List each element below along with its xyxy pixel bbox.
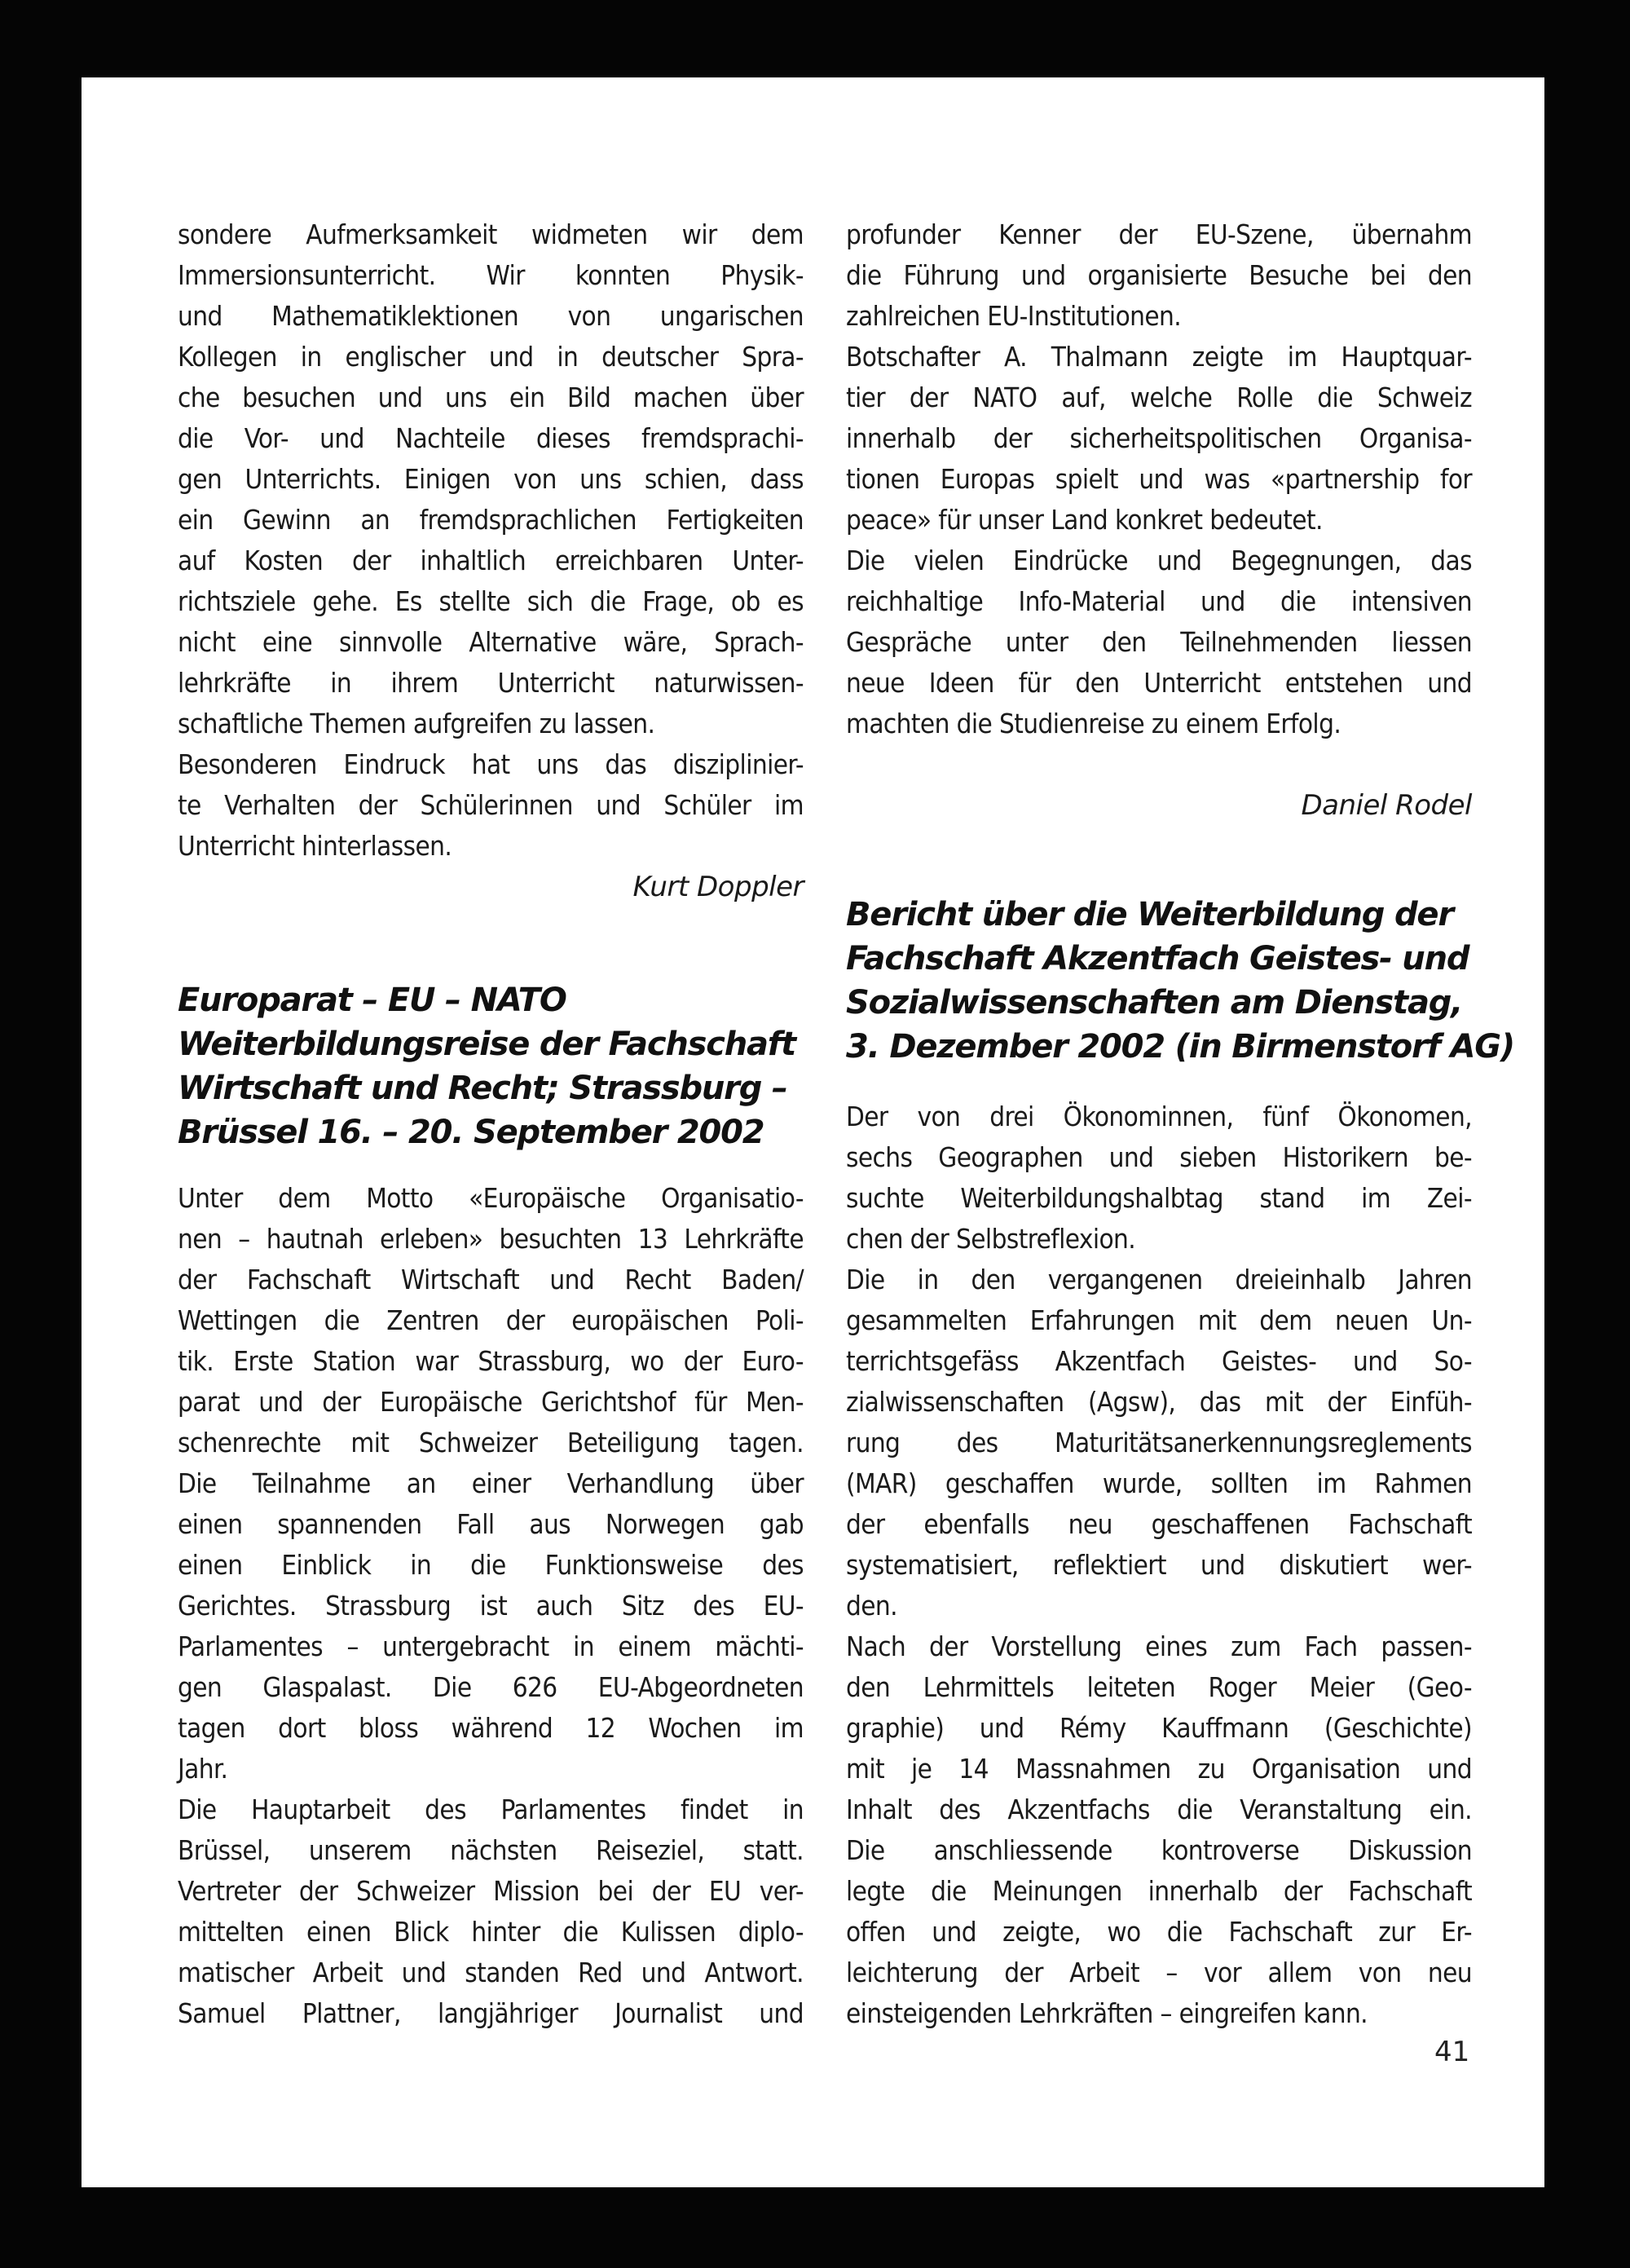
text-line: Immersionsunterricht. Wir konnten Physik- xyxy=(178,259,804,291)
heading-line: Fachschaft Akzentfach Geistes- und xyxy=(846,940,1469,977)
text-line: peace» für unser Land konkret bedeutet. xyxy=(846,504,1323,536)
heading-line: Sozialwissenschaften am Dienstag, xyxy=(846,984,1463,1021)
document-page xyxy=(82,77,1544,2187)
text-line: Vertreter der Schweizer Mission bei der EU ver- xyxy=(178,1875,804,1907)
text-line: innerhalb der sicherheitspolitischen Organisa- xyxy=(846,422,1472,454)
page-number: 41 xyxy=(1434,2036,1470,2068)
text-line: terrichtsgefäss Akzentfach Geistes- und So- xyxy=(846,1345,1472,1377)
text-line: den Lehrmittels leiteten Roger Meier (Geo- xyxy=(846,1671,1472,1703)
text-line: rung des Maturitätsanerkennungsreglements xyxy=(846,1427,1472,1458)
text-line: Botschafter A. Thalmann zeigte im Hauptquar- xyxy=(846,341,1472,373)
text-line: einen spannenden Fall aus Norwegen gab xyxy=(178,1508,804,1540)
text-line: matischer Arbeit und standen Red und Antwort. xyxy=(178,1957,804,1988)
text-line: reichhaltige Info-Material und die intensiven xyxy=(846,585,1472,617)
author-signature: Daniel Rodel xyxy=(1301,789,1472,822)
heading-line: Bericht über die Weiterbildung der xyxy=(846,896,1453,933)
text-line: Die vielen Eindrücke und Begegnungen, das xyxy=(846,545,1472,576)
text-line: und Mathematiklektionen von ungarischen xyxy=(178,300,804,332)
text-line: mit je 14 Massnahmen zu Organisation und xyxy=(846,1753,1472,1785)
text-line: Kollegen in englischer und in deutscher Spra- xyxy=(178,341,804,373)
text-line: Wettingen die Zentren der europäischen Poli- xyxy=(178,1304,804,1336)
text-line: Brüssel, unserem nächsten Reiseziel, statt. xyxy=(178,1834,804,1866)
text-line: Inhalt des Akzentfachs die Veranstaltung ein. xyxy=(846,1794,1472,1825)
text-line: tier der NATO auf, welche Rolle die Schweiz xyxy=(846,382,1472,413)
text-line: machten die Studienreise zu einem Erfolg. xyxy=(846,708,1341,739)
text-line: suchte Weiterbildungshalbtag stand im Zei- xyxy=(846,1182,1472,1214)
text-line: richtsziele gehe. Es stellte sich die Frage, ob es xyxy=(178,585,804,617)
text-line: gen Glaspalast. Die 626 EU-Abgeordneten xyxy=(178,1671,804,1703)
text-line: tionen Europas spielt und was «partnership for xyxy=(846,463,1472,495)
text-line: zahlreichen EU-Institutionen. xyxy=(846,300,1182,332)
text-line: schenrechte mit Schweizer Beteiligung tagen. xyxy=(178,1427,804,1458)
text-line: gen Unterrichts. Einigen von uns schien, dass xyxy=(178,463,804,495)
text-line: mittelten einen Blick hinter die Kulissen diplo- xyxy=(178,1916,804,1948)
text-line: offen und zeigte, wo die Fachschaft zur Er- xyxy=(846,1916,1472,1948)
text-line: nen – hautnah erleben» besuchten 13 Lehrkräfte xyxy=(178,1223,804,1255)
text-line: zialwissenschaften (Agsw), das mit der Einfüh- xyxy=(846,1386,1472,1418)
text-line: der Fachschaft Wirtschaft und Recht Baden/ xyxy=(178,1264,804,1295)
text-line: profunder Kenner der EU-Szene, übernahm xyxy=(846,218,1472,250)
heading-line: Europarat – EU – NATO xyxy=(178,982,566,1019)
text-line: Die Hauptarbeit des Parlamentes findet in xyxy=(178,1794,804,1825)
text-line: Besonderen Eindruck hat uns das disziplinier- xyxy=(178,748,804,780)
text-line: die Vor- und Nachteile dieses fremdsprachi- xyxy=(178,422,804,454)
text-line: einsteigenden Lehrkräften – eingreifen kann. xyxy=(846,1997,1368,2029)
text-line: Unter dem Motto «Europäische Organisatio- xyxy=(178,1182,804,1214)
text-line: tik. Erste Station war Strassburg, wo der Euro- xyxy=(178,1345,804,1377)
author-signature: Kurt Doppler xyxy=(632,871,804,903)
text-line: einen Einblick in die Funktionsweise des xyxy=(178,1549,804,1581)
heading-line: 3. Dezember 2002 (in Birmenstorf AG) xyxy=(846,1028,1514,1066)
text-line: te Verhalten der Schülerinnen und Schüler im xyxy=(178,789,804,821)
text-line: systematisiert, reflektiert und diskutiert wer- xyxy=(846,1549,1472,1581)
text-line: neue Ideen für den Unterricht entstehen und xyxy=(846,667,1472,699)
text-line: lehrkräfte in ihrem Unterricht naturwissen- xyxy=(178,667,804,699)
text-line: graphie) und Rémy Kauffmann (Geschichte) xyxy=(846,1712,1472,1744)
text-line: Parlamentes – untergebracht in einem mächti- xyxy=(178,1630,804,1662)
heading-line: Wirtschaft und Recht; Strassburg – xyxy=(178,1070,787,1107)
text-line: tagen dort bloss während 12 Wochen im xyxy=(178,1712,804,1744)
text-line: die Führung und organisierte Besuche bei den xyxy=(846,259,1472,291)
text-line: sondere Aufmerksamkeit widmeten wir dem xyxy=(178,218,804,250)
text-line: Die Teilnahme an einer Verhandlung über xyxy=(178,1467,804,1499)
text-line: Gespräche unter den Teilnehmenden liessen xyxy=(846,626,1472,658)
heading-line: Brüssel 16. – 20. September 2002 xyxy=(178,1114,764,1151)
text-line: Die anschliessende kontroverse Diskussion xyxy=(846,1834,1472,1866)
text-line: (MAR) geschaffen wurde, sollten im Rahmen xyxy=(846,1467,1472,1499)
text-line: schaftliche Themen aufgreifen zu lassen. xyxy=(178,708,655,739)
text-line: chen der Selbstreflexion. xyxy=(846,1223,1136,1255)
text-line: leichterung der Arbeit – vor allem von neu xyxy=(846,1957,1472,1988)
text-line: der ebenfalls neu geschaffenen Fachschaft xyxy=(846,1508,1472,1540)
text-line: Die in den vergangenen dreieinhalb Jahren xyxy=(846,1264,1472,1295)
text-line: Jahr. xyxy=(178,1753,228,1785)
text-line: Samuel Plattner, langjähriger Journalist und xyxy=(178,1997,804,2029)
text-line: che besuchen und uns ein Bild machen über xyxy=(178,382,804,413)
text-line: Der von drei Ökonominnen, fünf Ökonomen, xyxy=(846,1101,1472,1132)
text-line: ein Gewinn an fremdsprachlichen Fertigkeiten xyxy=(178,504,804,536)
text-line: Unterricht hinterlassen. xyxy=(178,830,452,862)
text-line: sechs Geographen und sieben Historikern be- xyxy=(846,1141,1472,1173)
text-line: legte die Meinungen innerhalb der Fachschaft xyxy=(846,1875,1472,1907)
heading-line: Weiterbildungsreise der Fachschaft xyxy=(178,1026,795,1063)
text-line: nicht eine sinnvolle Alternative wäre, Sprach- xyxy=(178,626,804,658)
text-line: gesammelten Erfahrungen mit dem neuen Un- xyxy=(846,1304,1472,1336)
text-line: Nach der Vorstellung eines zum Fach passen- xyxy=(846,1630,1472,1662)
text-line: den. xyxy=(846,1590,897,1622)
text-line: Gerichtes. Strassburg ist auch Sitz des EU- xyxy=(178,1590,804,1622)
text-line: parat und der Europäische Gerichtshof für Men- xyxy=(178,1386,804,1418)
text-line: auf Kosten der inhaltlich erreichbaren Unter- xyxy=(178,545,804,576)
